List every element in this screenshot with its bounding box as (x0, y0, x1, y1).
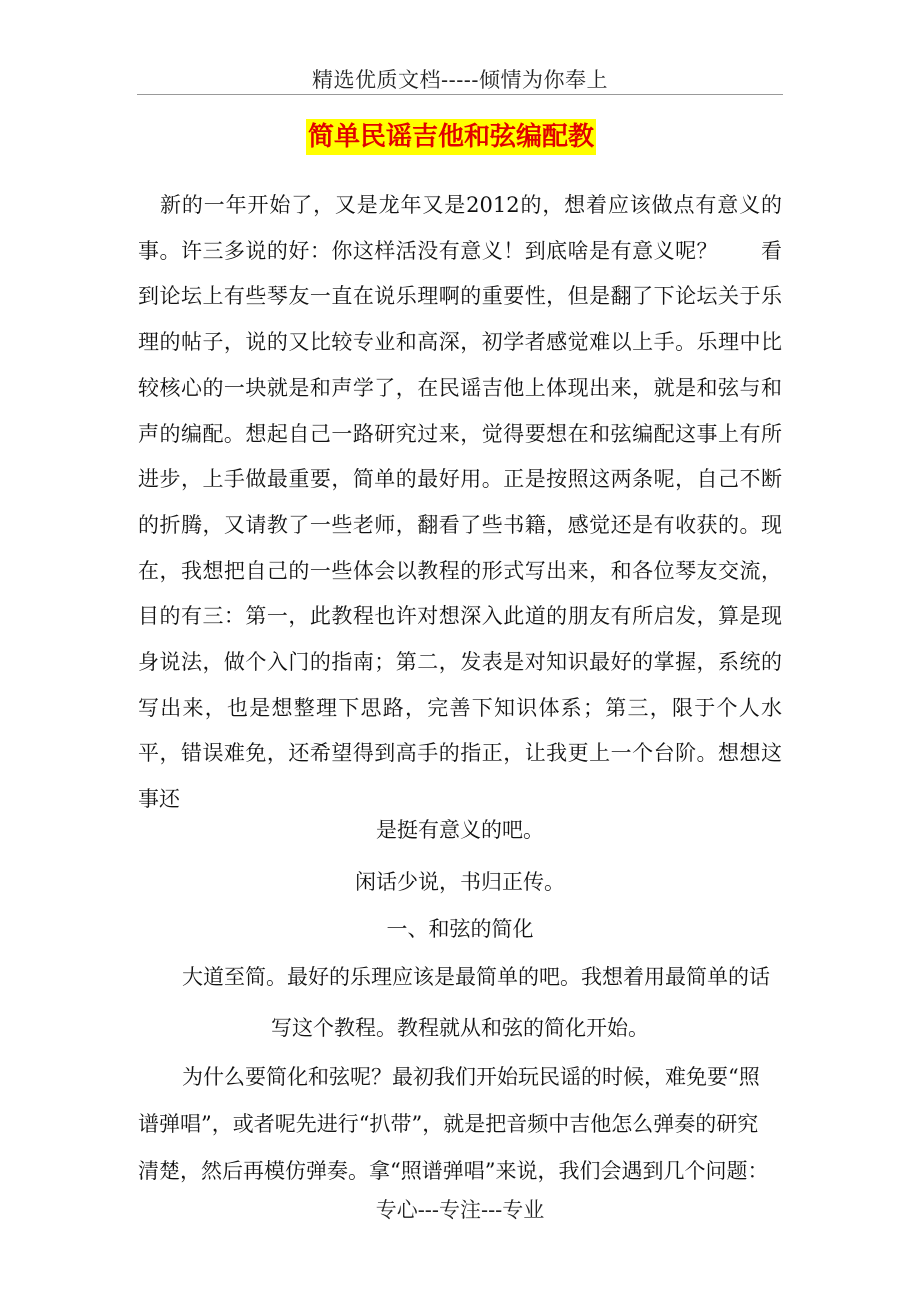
section-paragraph-line: 写这个教程。教程就从和弦的简化开始。 (271, 1016, 649, 1040)
header-divider (137, 94, 783, 95)
intro-paragraph: 新的一年开始了，又是龙年又是2012的，想着应该做点有意义的事。许三多说的好：你这样活没有意义！到底啥是有意义呢？ 看到论坛上有些琴友一直在说乐理啊的重要性，但是翻了下论坛关于乐理的帖子，说的又比较专业和高深，初学者感觉难以上手。乐理中比较核心的一块就是和声学了，在民谣吉他上体现出来，就是和弦与和声的编配。想起自己一路研究过来，觉得要想在和弦编配这事上有所进步，上手做最重要，简单的最好用。正是按照这两条呢，自己不断的折腾，又请教了一些老师，翻看了些书籍，感觉还是有收获的。现在，我想把自己的一些体会以教程的形式写出来，和各位琴友交流，目的有三：第一，此教程也许对想深入此道的朋友有所启发，算是现身说法，做个入门的指南；第二，发表是对知识最好的掌握，系统的写出来，也是想整理下思路，完善下知识体系；第三，限于个人水平，错误难免，还希望得到高手的指正，让我更上一个台阶。想想这事还 (138, 193, 782, 812)
page-header: 精选优质文档-----倾情为你奉上 (312, 68, 608, 92)
intro-paragraph-end: 是挺有意义的吧。 (376, 818, 544, 842)
section-paragraph-line: 清楚，然后再模仿弹奏。拿“照谱弹唱”来说，我们会遇到几个问题： (138, 1159, 769, 1183)
gossip-line: 闲话少说，书归正传。 (355, 870, 565, 894)
page-footer: 专心---专注---专业 (375, 1198, 545, 1222)
document-title: 简单民谣吉他和弦编配教 (306, 119, 596, 155)
section-paragraph-line: 大道至简。最好的乐理应该是最简单的吧。我想着用最简单的话 (182, 965, 770, 989)
section-heading: 一、和弦的简化 (386, 917, 534, 941)
section-paragraph-line: 谱弹唱”，或者呢先进行“扒带”，就是把音频中吉他怎么弹奏的研究 (138, 1112, 759, 1136)
section-paragraph-line: 为什么要简化和弦呢？最初我们开始玩民谣的时候，难免要“照 (182, 1065, 760, 1089)
